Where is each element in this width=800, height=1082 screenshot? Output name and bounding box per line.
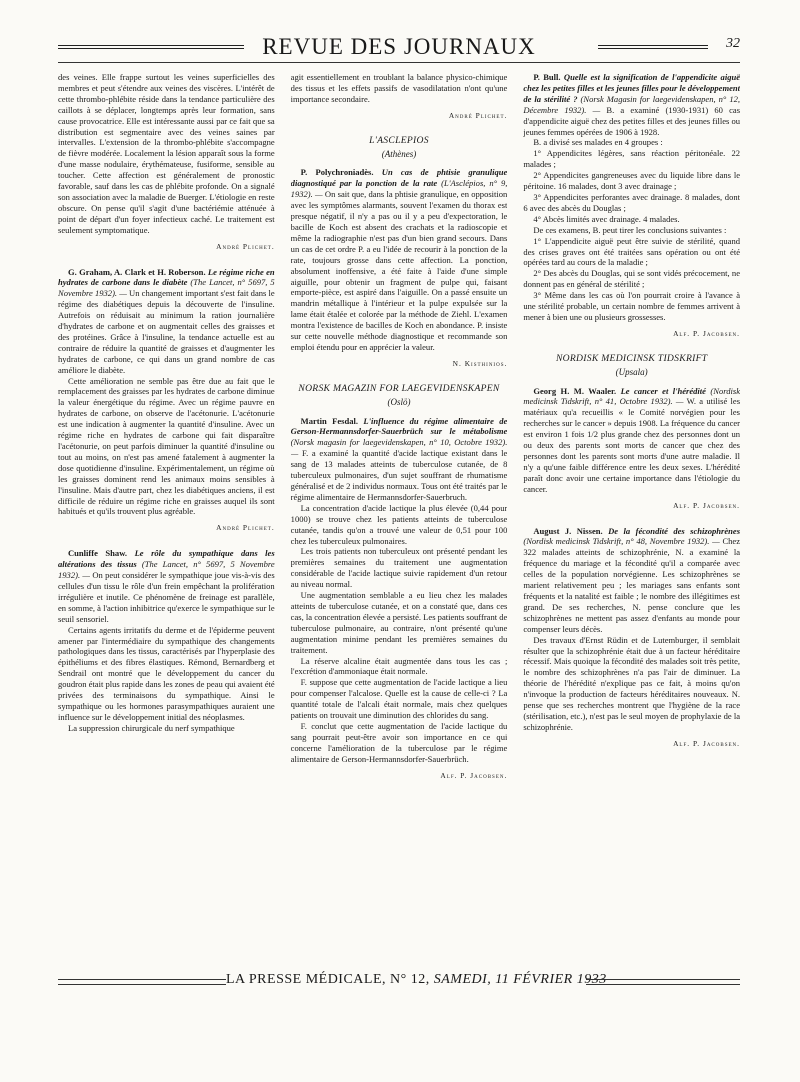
journal-section-title: REVUE DES JOURNAUX [262,34,536,59]
group-list [523,148,740,224]
article-text: B. a divisé ses malades en 4 groupes : [533,137,663,148]
article-text: F. a examiné la quantité d'acide lactique existant dans le sang de 13 malades atteints de tuberculose cutanée, de 8 tuberculeux pulmonaires, d'un sujet souffrant de rhumatisme généralisé et de 2 individus normaux. Tous ont été traités par le régime alimentaire de Hermannsdorfer-Sauerbruch. [290,448,508,502]
article-title: Quelle est la signification de l'appendicite aiguë chez les petites filles et les jeunes filles pour le développement de la stérilité ? [523,72,741,104]
article-authors: Martin Fesdal. [300,415,359,426]
article-authors: Georg H. M. Waaler. [533,385,617,396]
article-title: Le régime riche en hydrates de carbone dans le diabète [58,266,275,288]
article-text: des veines. Elle frappe surtout les veines superficielles des membres et peut s'étendre aux veines des viscères. L'intérêt de cette thrombo-phlébite réside dans la tendance particulière des caillots à se déplacer, longtemps après leur formation, sans cause provocatrice. Elle est intéressante aussi par ce fait que sa distribution est segmentaire avec des veines saines par intervalles. L'extension de la thrombo-phlébite s'accompagne de fièvre modérée. Localement la lésion apparaît sous la forme d'une masse nodulaire, érythémateuse, fusiforme, sensible au toucher. Cette affection est généralement de pronostic favorable, sauf dans les cas de phlébite profonde. On a signalé son association avec la maladie de Buerger. L'étiologie en reste obscure. On pense qu'il s'agit d'une bactériémie atténuée à point de départ d'un foyer infectieux caché. Le traitement est seulement symptomatique. [58,72,275,235]
article-reference: (The Lancet, n° 5697, 5 Novembre 1932). — [58,559,275,581]
article-title: Le rôle du sympathique dans les altérations des tissus [58,548,275,570]
column-2 [291,72,508,912]
article-text: De ces examens, B. peut tirer les conclusions suivantes : [533,224,727,235]
article-reference: (Nordisk medicinsk Tidskrift, n° 48, Novembre 1932). — [523,536,720,547]
article-title: De la fécondité des schizophrènes [608,525,741,536]
list-item: 4° Abcès limités avec drainage. 4 malades. [533,213,680,224]
article-text: B. a examiné (1930-1931) 60 cas d'appendicite aiguë chez des petites filles et des jeunes filles ou jeunes femmes opérées de 1906 à 1928. [523,104,741,137]
footer-rule-right [586,979,740,985]
article-text: F. conclut que cette augmentation de l'acide lactique du sang pourrait peut-être avoir son importance en ce qui concerne l'amélioration de la tuberculose par le régime alimentaire de Gerson-Hermannsdorfer-Sauerbrüch. [290,720,508,764]
article-signature: André Plichet. [216,241,275,251]
article-text: Certains agents irritatifs du derme et de l'épiderme peuvent amener par l'intermédiaire du sympathique des changements pathologiques dans les tissus, caractérisés par l'hyperplasie des épithéliums et des fibres élastiques. Rémond, Bernardberg et Sendrail ont montré que le développement du cancer du goudron était plus rapide dans les zones de peau qui avaient été privées des terminaisons du sympathique. Ainsi le sympathique ou les hormones parasympathiques auraient une influence sur le développement initial des néoplasmes. [58,624,275,722]
page-number: 32 [726,36,740,51]
list-item: 1° L'appendicite aiguë peut être suivie de stérilité, quand des crises graves ont été traitées sans opération ou ont été opérées tard au cours de la maladie ; [523,235,741,268]
article-text: F. suppose que cette augmentation de l'acide lactique a lieu pour compenser l'alcalose. Quelle est la cause de celle-ci ? La quantité totale de l'alcali était normale, mais chez quelques patients on trouvait une diminution des chlorides du sang. [290,677,508,721]
article-authors: P. Polychroniadès. [300,167,374,178]
article-authors: P. Bull. [533,72,561,82]
article-signature: André Plichet. [216,523,275,533]
article-text: Des travaux d'Ernst Rüdin et de Lutemburger, il semblait résulter que la schizophrénie était due à un facteur héréditaire récessif. Mais quoique la fécondité des malades soit très petite, le nombre des schizophrènes n'a pas l'air de diminuer. La théorie de l'hérédité n'explique pas ce fait, à moins qu'on n'invoque la production de facteurs héréditaires nouveaux. N. pense que ses recherches montrent que l'hygiène de la race (stérilisation, etc.), n'est pas le seul moyen de prophylaxie de la schizophrénie. [523,634,741,732]
article-text: W. a utilisé les matériaux qu'a recueillis « le Comité norvégien pour les recherches sur le cancer » depuis 1908. La fréquence du cancer est environ 1 fois 1/2 plus grande chez des personnes dont un ou deux des parents sont morts de cancer que chez des personnes dont les parents sont morts d'une autre maladie. Il n'y a qu'une faible différence entre les deux sexes. L'hérédité paraît donc avoir une certaine importance dans l'étiologie du cancer. [523,396,741,494]
article-text: La concentration d'acide lactique la plus élevée (0,44 pour 1000) se trouve chez les patients atteints de tuberculose cutanée, tandis qu'on a trouvé une valeur de 0,51 pour 100 chez les tuberculeux pulmonaires. [290,502,508,546]
article-text: Chez 322 malades atteints de schizophrénie, N. a examiné la fréquence du mariage et la fécondité qu'il a comparée avec celles de la population norvégienne. Les schizophrènes se marient relativement peu ; les mariages sans enfants sont fréquents et la natalité est faible ; le nombre des illégitimes est grand. De ses recherches, N. pense conclure que les schizophrènes ne mettent pas assez d'enfants au monde pour compenser leurs décès. [523,536,741,634]
article-reference: (L'Asclépios, n° 9, 1932). — [290,178,508,200]
article-reference: (Nordisk medicinsk Tidskrift, n° 41, Octobre 1932). — [523,385,741,407]
footer-date: SAMEDI, 11 FÉVRIER 1933 [433,972,607,987]
article-text: La réserve alcaline était augmentée dans tous les cas ; l'excrétion d'ammoniaque était normale. [290,655,508,677]
text-columns [58,72,740,912]
article-heading [523,72,740,137]
article-heading [523,386,740,495]
article-text: Un changement important s'est fait dans le régime des diabétiques depuis la découverte de l'insuline. Autrefois on réduisait au minimum la ration journalière d'hydrates de carbone et on augmentait celles des graisses et des protéines. Grâce à l'insuline, la tendance actuelle est au contraire de réduire la quantité de graisses et d'augmenter les hydrates de carbone, ce qui dans un grand nombre de cas améliore le diabète. [58,288,275,375]
list-item: 2° Appendicites gangreneuses avec du liquide libre dans le péritoine. 16 malades, dont 3 avec drainage ; [523,170,741,192]
journal-section-city: (Oslö) [387,396,411,407]
article-authors: Cunliffe Shaw. [68,548,128,559]
journal-section-city: (Upsala) [615,366,648,377]
column-1 [58,72,275,912]
journal-section-heading: L'ASCLEPIOS [369,134,429,146]
journal-section-city: (Athènes) [381,148,417,159]
article-reference: (Norsk Magasin for laegevidenskapen, n° 12, Décembre 1932). — [523,93,741,115]
article-heading [291,416,508,503]
journal-section-heading: NORDISK MEDICINSK TIDSKRIFT [555,352,708,364]
footer-journal-name: LA PRESSE MÉDICALE, N° 12, [226,972,430,987]
article-text: Les trois patients non tuberculeux ont présenté pendant les premières semaines du traitement une augmentation considérable de l'acide lactique suivie rapidement d'un retour au niveau normal. [290,546,508,590]
page-footer [58,972,740,992]
article-reference: (Norsk magasin for laegevidenskapen, n° 10, Octobre 1932). — [290,437,508,459]
article-signature: Alf. P. Jacobsen. [673,500,741,510]
article-reference: (The Lancet, n° 5697, 5 Novembre 1932). — [58,277,275,299]
list-item: 3° Même dans les cas où l'on pourrait croire à l'avance à une stérilité probable, un certain nombre de femmes arrivent à mener à bien une ou plusieurs grossesses. [523,290,741,322]
list-item: 3° Appendicites perforantes avec drainage. 8 malades, dont 6 avec des abcès du Douglas ; [523,191,741,213]
page-header [58,34,740,64]
footer-rule-left [58,979,226,985]
article-signature: N. Kisthinios. [452,358,508,368]
article-signature: André Plichet. [448,110,508,120]
article-signature: Alf. P. Jacobsen. [440,770,508,780]
article-heading [58,548,275,624]
footer-journal-line [226,972,607,988]
article-text: On peut considérer le sympathique joue vis-à-vis des cellules d'un tissu le rôle d'un frein empêchant la prolifération irrégulière et inutile. Ce phénomène de freinage est parallèle, en somme, à l'action inhibitrice qu'exerce le sympathique sur le seuil sensoriel. [58,570,275,624]
header-bottom-rule [58,62,740,63]
article-authors: G. Graham, A. Clark et H. Roberson. [68,266,206,277]
article-title: Le cancer et l'hérédité [620,385,706,396]
article-signature: Alf. P. Jacobsen. [673,738,741,748]
article-title: Un cas de phtisie granulique diagnostiqué par la ponction de la rate [290,167,508,189]
article-text: agit essentiellement en troublant la balance physico-chimique des tissus et les effets passifs de vasodilatation n'ont qu'une importance secondaire. [290,72,508,104]
list-item: 2° Des abcès du Douglas, qui se sont vidés précocement, ne donnent pas en général de stérilité ; [523,268,741,290]
article-authors: August J. Nissen. [533,525,603,536]
journal-section-heading: NORSK MAGAZIN FOR LAEGEVIDENSKAPEN [298,382,500,394]
article-text: La suppression chirurgicale du nerf sympathique [68,722,235,733]
article-signature: Alf. P. Jacobsen. [673,328,741,338]
list-item: 1° Appendicites légères, sans réaction péritonéale. 22 malades ; [523,148,741,170]
article-title: L'influence du régime alimentaire de Gerson-Hermannsdorfer-Sauerbrüch sur le métabolisme [290,415,508,437]
article-text: Une augmentation semblable a eu lieu chez les malades atteints de tuberculose cutanée, et on a constaté que, dans ces cas, la concentration élevée a persisté. Les patients souffrant de tuberculose pulmonaire, au contraire, n'ont présenté qu'une augmentation minime pendant les premières semaines du traitement. [290,590,508,655]
column-3 [523,72,740,912]
article-heading [58,267,275,376]
article-text: On sait que, dans la phtisie granulique, en opposition avec les symptômes alarmants, souvent l'examen du thorax est presque négatif, il n'y a pas ou il y a peu d'expectoration, le bacille de Koch est absent des crachats et la radioscopie et même la radiographie n'est pas d'un bien grand secours. Dans un cas de cet ordre P. a eu l'idée de recourir à la ponction de la rate, toujours grosse dans cette affection. La ponction, absolument inoffensive, a été faite à l'aide d'une simple aiguille, pour obtenir un fragment de pulpe qui, faisant emporte-pièce, est aspiré dans l'aiguille. On a passé ensuite un mandrin métallique à l'intérieur et la pulpe expulsée sur la lame était étalée et colorée par la méthode de Ziehl. L'examen montra l'existence de bacilles de Koch en abondance. P. insiste sur cette nouvelle méthode diagnostique et recommande son emploi étendu pour en apprécier la valeur. [290,189,508,352]
conclusion-list [523,236,740,323]
article-text: Cette amélioration ne semble pas être due au fait que le remplacement des graisses par les hydrates de carbone diminue la valeur énergétique du régime. Avec un régime pauvre en hydrates de carbone, on observe de l'acétonurie. L'acétonurie est une indication à augmenter la quantité d'insuline. Avec un régime riche en hydrates de carbone qui fait disparaître l'acétonurie, on peut parfois diminuer la quantité d'insuline ou tout au moins, on n'est pas amené fatalement à augmenter la dose quotidienne d'insuline. Expérimentalement, un régime où les graisses dominent rend les animaux moins sensibles à l'insuline. Mais d'autre part, chez les diabétiques anciens, il est difficile de réduire un régime riche en graisses auquel ils sont habitués et qu'ils trouvent plus agréable. [58,375,275,517]
article-heading [291,167,508,352]
article-heading [523,526,740,635]
